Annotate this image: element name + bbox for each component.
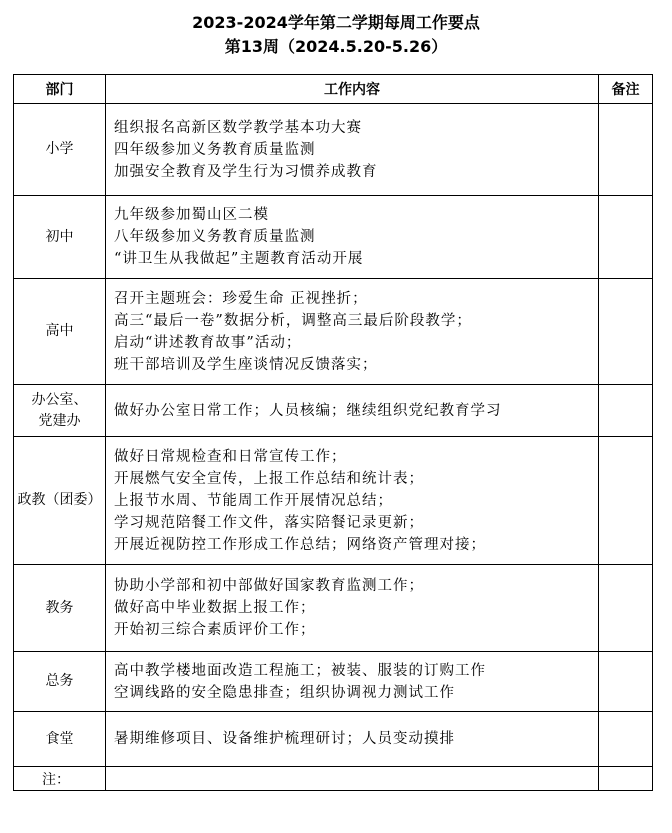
work-item: 组织报名高新区数学教学基本功大赛 <box>114 119 362 136</box>
column-header-note: 备注 <box>599 75 653 104</box>
table-row <box>14 279 653 385</box>
work-item: 学习规范陪餐工作文件，落实陪餐记录更新； <box>114 514 424 531</box>
dept-cell <box>14 437 106 565</box>
note-cell <box>599 196 653 279</box>
table-row <box>14 712 653 767</box>
dept-label: 初中 <box>45 228 74 245</box>
dept-label: 政教（团委） <box>17 492 102 508</box>
note-cell <box>599 104 653 196</box>
work-item: 高三“最后一卷”数据分析，调整高三最后阶段教学； <box>114 312 472 329</box>
dept-cell <box>14 652 106 712</box>
content-cell <box>106 652 599 712</box>
work-item: 做好日常规检查和日常宣传工作； <box>114 448 347 465</box>
dept-cell <box>14 279 106 385</box>
dept-label: 党建办 <box>38 412 81 429</box>
table-footer-row <box>14 767 653 791</box>
work-item: 班干部培训及学生座谈情况反馈落实； <box>114 356 378 373</box>
work-item: 做好高中毕业数据上报工作； <box>114 600 316 616</box>
table-row <box>14 104 653 196</box>
work-item: 开展近视防控工作形成工作总结；网络资产管理对接； <box>114 536 486 553</box>
content-cell <box>106 385 599 437</box>
content-cell <box>106 104 599 196</box>
content-cell <box>106 565 599 652</box>
dept-label: 总务 <box>45 673 74 689</box>
dept-label: 高中 <box>45 323 74 339</box>
note-cell <box>599 279 653 385</box>
dept-cell <box>14 565 106 652</box>
work-item: 八年级参加义务教育质量监测 <box>114 229 316 245</box>
table-row <box>14 437 653 565</box>
footer-note-cell <box>599 767 653 791</box>
work-item: 空调线路的安全隐患排查；组织协调视力测试工作 <box>114 684 455 701</box>
dept-label: 教务 <box>45 599 74 616</box>
work-item: 九年级参加蜀山区二模 <box>114 207 269 223</box>
column-header-content: 工作内容 <box>106 75 599 104</box>
work-item: 开展燃气安全宣传，上报工作总结和统计表； <box>114 470 424 487</box>
dept-cell <box>14 385 106 437</box>
weekly-work-table <box>13 74 653 791</box>
column-header-dept: 部门 <box>14 75 106 104</box>
work-item: 加强安全教育及学生行为习惯养成教育 <box>114 163 378 180</box>
work-item: 协助小学部和初中部做好国家教育监测工作； <box>114 578 424 594</box>
footer-note-label: 注： <box>14 767 106 791</box>
note-cell <box>599 385 653 437</box>
work-item: 召开主题班会：珍爱生命 正视挫折； <box>114 290 368 307</box>
dept-cell <box>14 712 106 767</box>
footer-content-cell <box>106 767 599 791</box>
work-item: 做好办公室日常工作；人员核编；继续组织党纪教育学习 <box>114 402 502 419</box>
content-cell <box>106 196 599 279</box>
work-item: “讲卫生从我做起”主题教育活动开展 <box>114 251 364 267</box>
table-row <box>14 196 653 279</box>
table-header-row <box>14 75 653 104</box>
dept-label: 小学 <box>45 141 74 157</box>
page-subtitle: 第13周（2024.5.20-5.26） <box>224 37 448 56</box>
note-cell <box>599 437 653 565</box>
work-item: 四年级参加义务教育质量监测 <box>114 141 316 158</box>
work-item: 开始初三综合素质评价工作； <box>114 622 316 638</box>
content-cell <box>106 437 599 565</box>
note-cell <box>599 712 653 767</box>
work-item: 启动“讲述教育故事”活动； <box>114 334 302 351</box>
work-item: 高中教学楼地面改造工程施工；被装、服装的订购工作 <box>114 662 486 679</box>
work-item: 暑期维修项目、设备维护梳理研讨；人员变动摸排 <box>114 731 455 747</box>
note-cell <box>599 652 653 712</box>
table-row <box>14 385 653 437</box>
note-cell <box>599 565 653 652</box>
table-row <box>14 565 653 652</box>
page-title: 2023-2024学年第二学期每周工作要点 <box>192 13 480 32</box>
content-cell <box>106 279 599 385</box>
dept-cell <box>14 104 106 196</box>
table-row <box>14 652 653 712</box>
content-cell <box>106 712 599 767</box>
dept-cell <box>14 196 106 279</box>
dept-label: 办公室、 <box>31 391 88 408</box>
work-item: 上报节水周、节能周工作开展情况总结； <box>114 492 393 509</box>
dept-label: 食堂 <box>45 730 74 747</box>
